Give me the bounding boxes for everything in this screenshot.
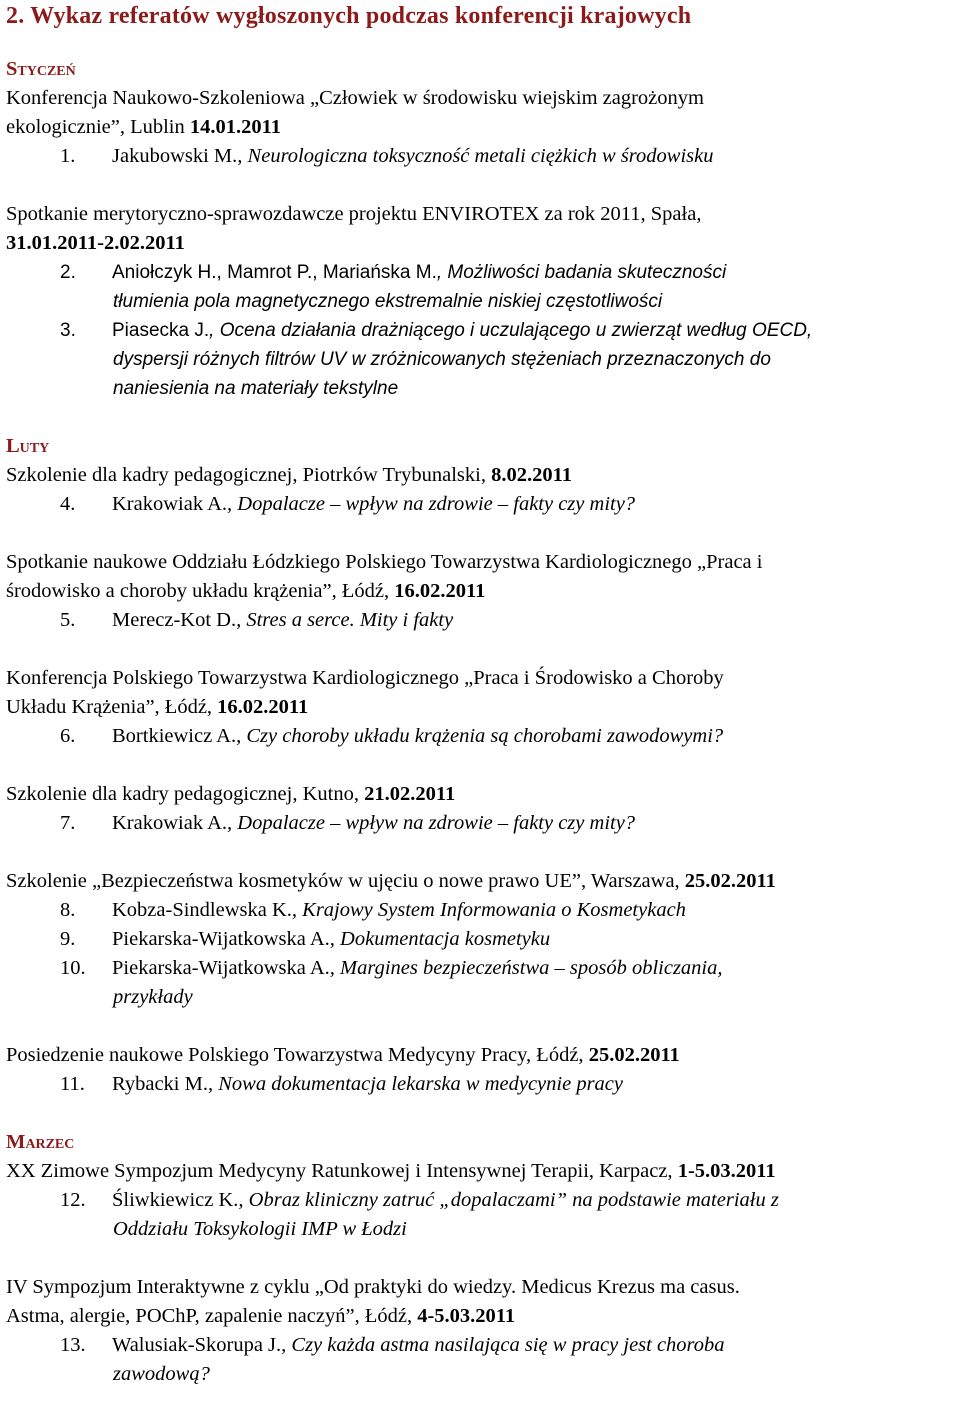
month-heading-marzec: Marzec — [6, 1131, 75, 1153]
list-item: 7. Krakowiak A., Dopalacze – wpływ na zdrowie – fakty czy mity? — [60, 812, 636, 834]
list-item: 10. Piekarska-Wijatkowska A., Margines bezpieczeństwa – sposób obliczania, — [60, 957, 723, 979]
event-heading: Astma, alergie, POChP, zapalenie naczyń”, Łódź, 4-5.03.2011 — [6, 1305, 516, 1327]
item-author: Walusiak-Skorupa J. — [112, 1334, 282, 1356]
list-item: 11. Rybacki M., Nowa dokumentacja lekarska w medycynie pracy — [60, 1073, 623, 1095]
event-heading: IV Sympozjum Interaktywne z cyklu „Od praktyki do wiedzy. Medicus Krezus ma casus. — [6, 1276, 740, 1298]
item-title: , Margines bezpieczeństwa – sposób obliczania, — [329, 957, 723, 979]
event-heading: Spotkanie naukowe Oddziału Łódzkiego Polskiego Towarzystwa Kardiologicznego „Praca i — [6, 551, 763, 573]
item-title: , Czy każda astma nasilająca się w pracy jest choroba — [281, 1334, 725, 1356]
event-heading: środowisko a choroby układu krążenia”, Łódź, 16.02.2011 — [6, 580, 486, 602]
item-author: Krakowiak A. — [112, 493, 228, 515]
item-author: Śliwkiewicz K. — [112, 1189, 239, 1211]
section-title: 2. Wykaz referatów wygłoszonych podczas konferencji krajowych — [6, 3, 692, 29]
item-author: Piekarska-Wijatkowska A. — [112, 928, 330, 950]
item-title: , Możliwości badania skuteczności — [436, 262, 727, 283]
item-title-continued: Oddziału Toksykologii IMP w Łodzi — [113, 1218, 407, 1240]
item-author: Merecz-Kot D. — [112, 609, 237, 631]
item-author: Aniołczyk H., Mamrot P., Mariańska M. — [112, 262, 437, 283]
event-heading: Posiedzenie naukowe Polskiego Towarzystwa Medycyny Pracy, Łódź, 25.02.2011 — [6, 1044, 680, 1066]
event-heading: Szkolenie dla kadry pedagogicznej, Piotrków Trybunalski, 8.02.2011 — [6, 464, 572, 486]
item-title: , Krajowy System Informowania o Kosmetykach — [291, 899, 686, 921]
month-heading-styczen: Styczeń — [6, 58, 76, 80]
item-title: , Neurologiczna toksyczność metali ciężkich w środowisku — [237, 145, 714, 167]
event-date: 31.01.2011-2.02.2011 — [6, 232, 185, 254]
item-title: , Nowa dokumentacja lekarska w medycynie pracy — [207, 1073, 623, 1095]
list-item: 4. Krakowiak A., Dopalacze – wpływ na zdrowie – fakty czy mity? — [60, 493, 636, 515]
item-author: Kobza-Sindlewska K. — [112, 899, 292, 921]
item-title-continued: naniesienia na materiały tekstylne — [113, 378, 399, 399]
list-item: 13. Walusiak-Skorupa J., Czy każda astma nasilająca się w pracy jest choroba — [60, 1334, 725, 1356]
event-heading: Konferencja Naukowo-Szkoleniowa „Człowiek w środowisku wiejskim zagrożonym — [6, 87, 704, 109]
item-author: Krakowiak A. — [112, 812, 228, 834]
item-author: Piekarska-Wijatkowska A. — [112, 957, 330, 979]
event-heading: XX Zimowe Sympozjum Medycyny Ratunkowej i Intensywnej Terapii, Karpacz, 1-5.03.2011 — [6, 1160, 776, 1182]
item-author: Rybacki M. — [112, 1073, 208, 1095]
item-title: , Dopalacze – wpływ na zdrowie – fakty czy mity? — [227, 812, 636, 834]
event-heading: Spotkanie merytoryczno-sprawozdawcze projektu ENVIROTEX za rok 2011, Spała, — [6, 203, 702, 225]
item-title: , Czy choroby układu krążenia są chorobami zawodowymi? — [236, 725, 724, 747]
event-heading: Konferencja Polskiego Towarzystwa Kardiologicznego „Praca i Środowisko a Choroby — [6, 667, 724, 689]
list-item: 8. Kobza-Sindlewska K., Krajowy System Informowania o Kosmetykach — [60, 899, 686, 921]
item-title: , Ocena działania drażniącego i uczulającego u zwierząt według OECD, — [209, 320, 813, 341]
event-heading: Szkolenie „Bezpieczeństwa kosmetyków w ujęciu o nowe prawo UE”, Warszawa, 25.02.2011 — [6, 870, 776, 892]
list-item: 9. Piekarska-Wijatkowska A., Dokumentacja kosmetyku — [60, 928, 551, 950]
list-item: 5. Merecz-Kot D., Stres a serce. Mity i fakty — [60, 609, 454, 631]
item-title-continued: dyspersji różnych filtrów UV w zróżnicowanych stężeniach przeznaczonych do — [113, 349, 771, 370]
item-title-continued: przykłady — [113, 986, 193, 1008]
item-title: , Obraz kliniczny zatruć „dopalaczami” na podstawie materiału z — [238, 1189, 779, 1211]
event-heading: Szkolenie dla kadry pedagogicznej, Kutno, 21.02.2011 — [6, 783, 456, 805]
list-item: 2. Aniołczyk H., Mamrot P., Mariańska M., Możliwości badania skuteczności — [60, 262, 727, 283]
list-item: 1. Jakubowski M., Neurologiczna toksyczność metali ciężkich w środowisku — [60, 145, 714, 167]
item-title-continued: zawodową? — [113, 1363, 210, 1385]
item-title: , Dopalacze – wpływ na zdrowie – fakty czy mity? — [227, 493, 636, 515]
event-heading: ekologicznie”, Lublin 14.01.2011 — [6, 116, 281, 138]
item-author: Bortkiewicz A. — [112, 725, 237, 747]
list-item: 3. Piasecka J., Ocena działania drażniącego i uczulającego u zwierząt według OECD, — [60, 320, 813, 341]
item-title: , Stres a serce. Mity i fakty — [236, 609, 454, 631]
list-item: 6. Bortkiewicz A., Czy choroby układu krążenia są chorobami zawodowymi? — [60, 725, 724, 747]
event-heading: Układu Krążenia”, Łódź, 16.02.2011 — [6, 696, 309, 718]
item-title-continued: tłumienia pola magnetycznego ekstremalnie niskiej częstotliwości — [113, 291, 663, 312]
item-author: Piasecka J. — [112, 320, 210, 341]
list-item: 12. Śliwkiewicz K., Obraz kliniczny zatruć „dopalaczami” na podstawie materiału z — [60, 1189, 779, 1211]
item-title: , Dokumentacja kosmetyku — [329, 928, 551, 950]
month-heading-luty: Luty — [6, 435, 50, 457]
item-author: Jakubowski M. — [112, 145, 238, 167]
